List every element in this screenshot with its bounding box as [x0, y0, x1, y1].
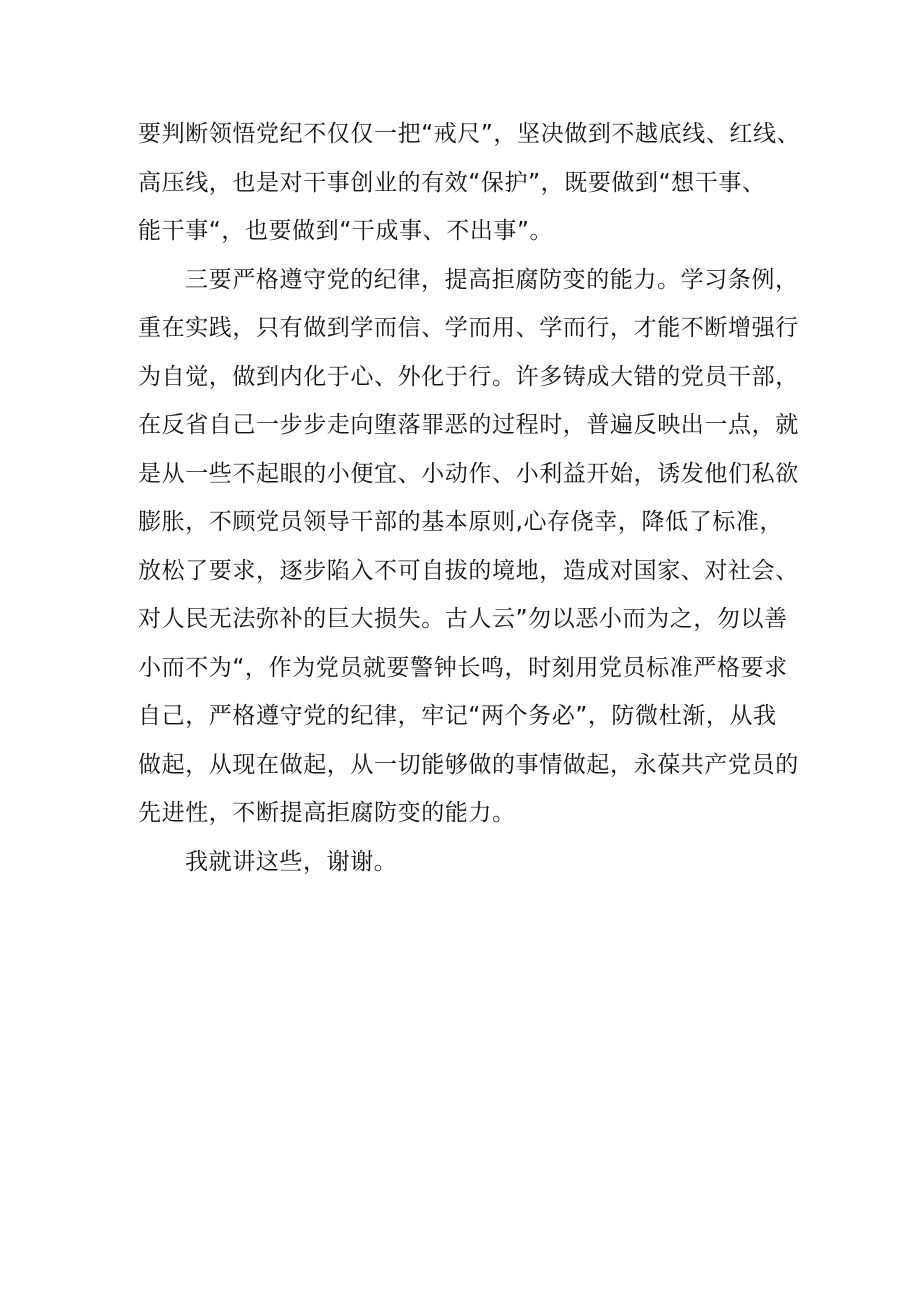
paragraph-strict-discipline [138, 256, 799, 838]
text-line: 在反省自己一步步走向堕落罪恶的过程时，普遍反映出一点，就 [138, 412, 799, 438]
text-line: 重在实践，只有做到学而信、学而用、学而行，才能不断增强行 [138, 315, 799, 341]
text-line: 先进性，不断提高拒腐防变的能力。 [138, 800, 516, 826]
text-line: 为自觉，做到内化于心、外化于行。许多铸成大错的党员干部， [138, 363, 799, 390]
text-line: 三要严格遵守党的纪律，提高拒腐防变的能力。学习条例， [185, 266, 799, 293]
document-body [138, 110, 801, 886]
text-line: 高压线，也是对干事创业的有效“保护”，既要做到“想干事、 [138, 169, 766, 196]
text-line: 要判断领悟党纪不仅仅一把“戒尺”，坚决做到不越底线、红线、 [138, 121, 801, 147]
text-line: 自己，严格遵守党的纪律，牢记“两个务必”，防微杜渐，从我 [138, 703, 777, 729]
text-line: 膨胀，不顾党员领导干部的基本原则,心存侥幸，降低了标准， [138, 509, 784, 535]
paragraph-closing [138, 838, 788, 887]
text-line: 放松了要求，逐步陷入不可自拔的境地，造成对国家、对社会、 [138, 557, 799, 584]
text-line: 小而不为“，作为党员就要警钟长鸣，时刻用党员标准严格要求 [138, 654, 788, 681]
text-line: 能干事“，也要做到“干成事、不出事”。 [138, 218, 554, 244]
closing-line: 我就讲这些，谢谢。 [185, 848, 398, 875]
text-line: 做起，从现在做起，从一切能够做的事情做起，永葆共产党员的 [138, 751, 799, 778]
paragraph-continuation [138, 110, 801, 256]
text-line: 对人民无法弥补的巨大损失。古人云”勿以恶小而为之，勿以善 [138, 606, 788, 632]
text-line: 是从一些不起眼的小便宜、小动作、小利益开始，诱发他们私欲 [138, 460, 799, 487]
